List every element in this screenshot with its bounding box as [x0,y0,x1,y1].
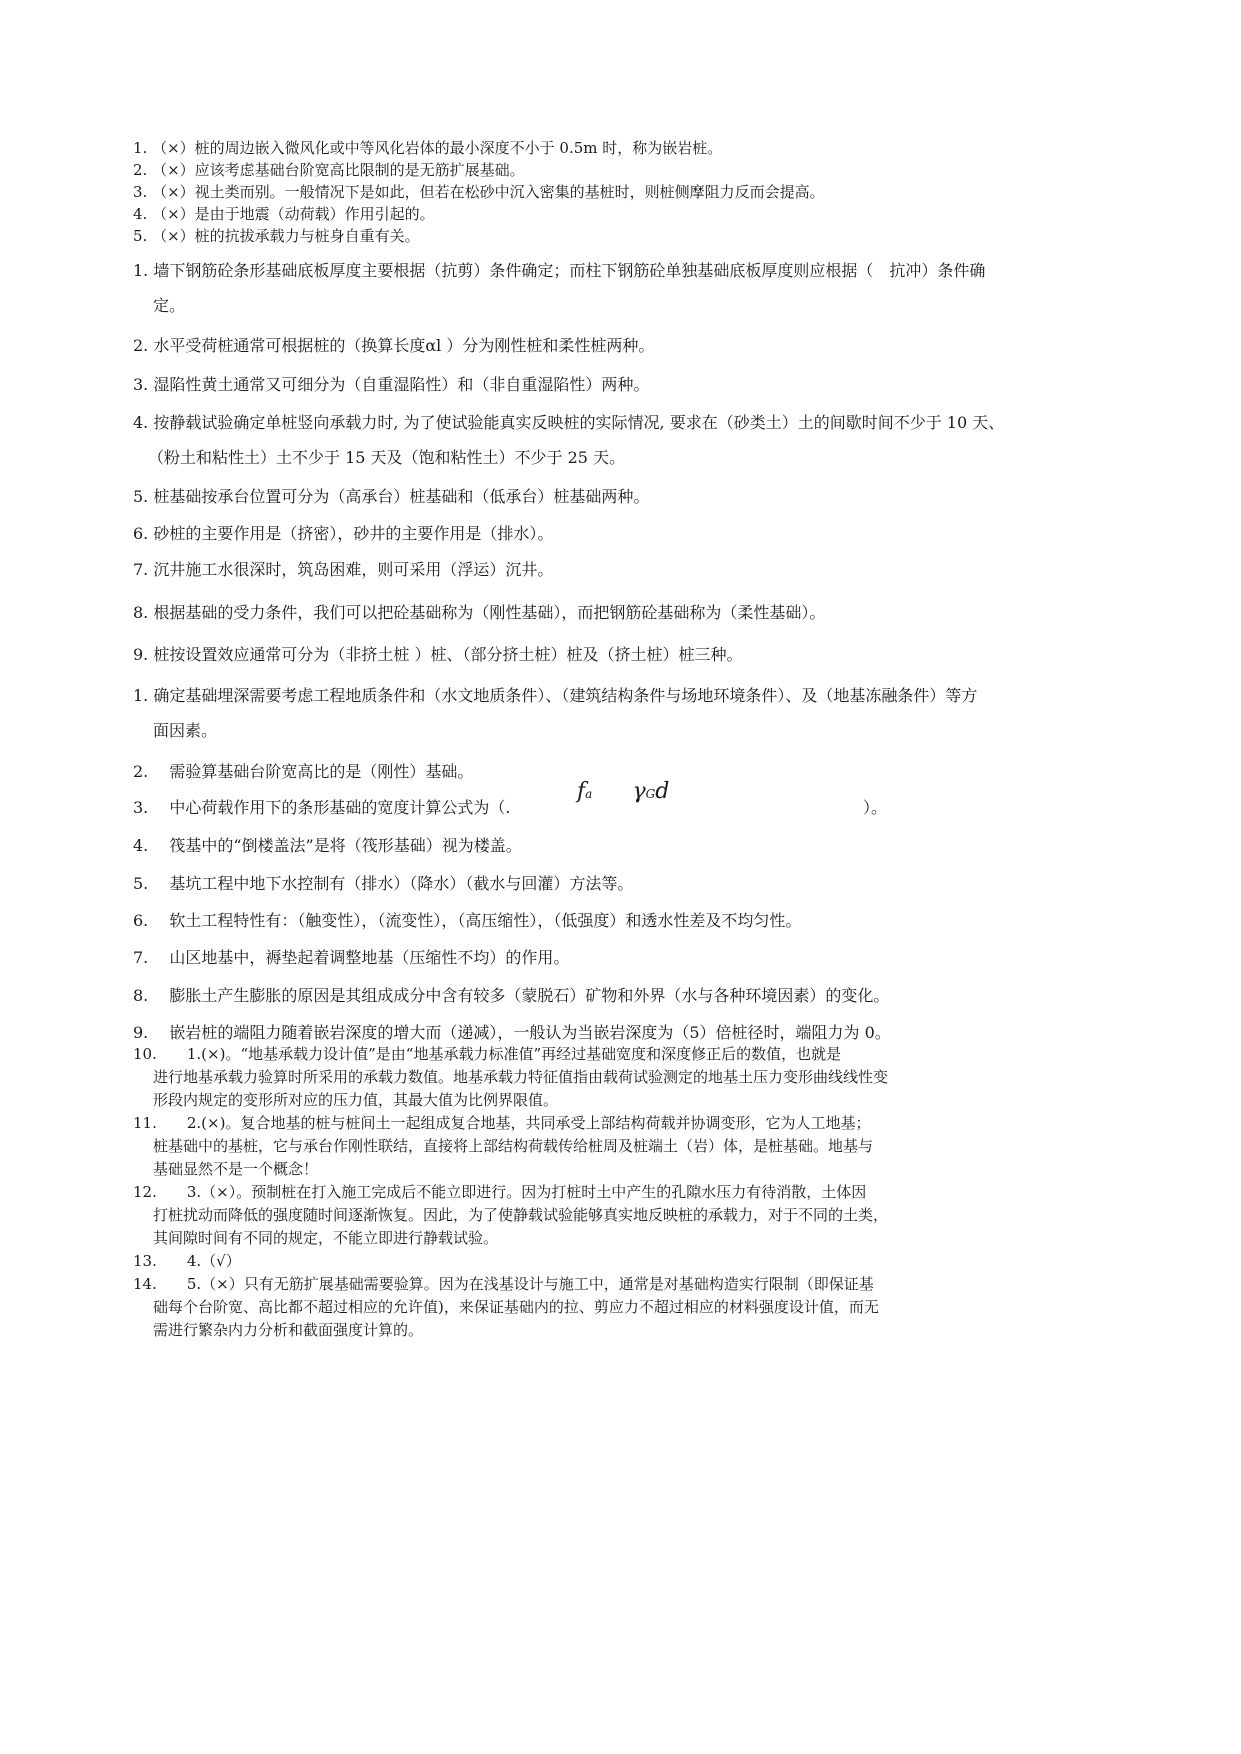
judgement-line-5: 5. （×）桩的抗拔承载力与桩身自重有关。 [133,227,420,245]
fill-blank-b-line-1-cont: 面因素。 [153,721,218,740]
fill-blank-b-line-1: 1. 确定基础埋深需要考虑工程地质条件和（水文地质条件）、（建筑结构条件与场地环境条件）、及（地基冻融条件）等方 [133,686,978,705]
answer-line-10-cont-1: 进行地基承载力验算时所采用的承载力数值。地基承载力特征值指由载荷试验测定的地基土压力变形曲线线性变 [153,1068,889,1086]
fill-blank-line-6: 6. 砂桩的主要作用是（挤密），砂井的主要作用是（排水）。 [133,524,554,543]
fill-blank-b-line-3: 3. 中心荷载作用下的条形基础的宽度计算公式为（. [133,798,511,817]
judgement-line-1: 1. （×）桩的周边嵌入微风化或中等风化岩体的最小深度不小于 0.5m 时，称为嵌岩桩。 [133,139,723,157]
fill-blank-b-line-2: 2. 需验算基础台阶宽高比的是（刚性）基础。 [133,762,474,781]
fill-blank-line-4: 4. 按静载试验确定单桩竖向承载力时, 为了使试验能真实反映桩的实际情况, 要求在（砂类土）土的间歇时间不少于 10 天、 [133,413,1005,432]
fill-blank-b-line-9: 9. 嵌岩桩的端阻力随着嵌岩深度的增大而（递减），一般认为当嵌岩深度为（5）倍桩径时，端阻力为 0。 [133,1023,891,1042]
fill-blank-b-line-5: 5. 基坑工程中地下水控制有（排水）（降水）（截水与回灌）方法等。 [133,874,634,893]
width-formula [577,779,669,804]
fill-blank-line-1: 1. 墙下钢筋砼条形基础底板厚度主要根据（抗剪）条件确定；而柱下钢筋砼单独基础底板厚度则应根据（ 抗冲）条件确 [133,261,986,280]
fill-blank-line-2: 2. 水平受荷桩通常可根据桩的（换算长度αl ）分为刚性桩和柔性桩两种。 [133,336,655,355]
answer-line-11: 11. 2.(×)。复合地基的桩与桩间土一起组成复合地基，共同承受上部结构荷载并协调变形，它为人工地基； [133,1114,871,1132]
answer-line-10-cont-2: 形段内规定的变形所对应的压力值，其最大值为比例界限值。 [153,1091,559,1109]
fill-blank-line-8: 8. 根据基础的受力条件，我们可以把砼基础称为（刚性基础），而把钢筋砼基础称为（柔性基础）。 [133,603,826,622]
answer-line-12: 12. 3.（×）。预制桩在打入施工完成后不能立即进行。因为打桩时土中产生的孔隙水压力有待消散，土体因 [133,1183,867,1201]
answer-line-12-cont-1: 打桩扰动而降低的强度随时间逐渐恢复。因此，为了使静载试验能够真实地反映桩的承载力，对于不同的土类， [153,1206,889,1224]
answer-line-14-cont-2: 需进行繁杂内力分析和截面强度计算的。 [153,1321,424,1339]
judgement-line-3: 3. （×）视土类而别。一般情况下是如此，但若在松砂中沉入密集的基桩时，则桩侧摩阻力反而会提高。 [133,183,825,201]
fill-blank-b-line-4: 4. 筏基中的“倒楼盖法”是将（筏形基础）视为楼盖。 [133,836,522,855]
answer-line-10: 10. 1.(×)。“地基承载力设计值”是由“地基承载力标准值”再经过基础宽度和深度修正后的数值，也就是 [133,1045,842,1063]
fill-blank-line-1-cont: 定。 [153,296,186,315]
answer-line-11-cont-1: 桩基础中的基桩，它与承台作刚性联结，直接将上部结构荷载传给桩周及桩端土（岩）体，是桩基础。地基与 [153,1137,874,1155]
answer-line-14-cont-1: 础每个台阶宽、高比都不超过相应的允许值)，来保证基础内的拉、剪应力不超过相应的材料强度设计值，而无 [153,1298,879,1316]
judgement-line-4: 4. （×）是由于地震（动荷载）作用引起的。 [133,205,435,223]
judgement-line-2: 2. （×）应该考虑基础台阶宽高比限制的是无筋扩展基础。 [133,161,525,179]
fill-blank-line-7: 7. 沉井施工水很深时，筑岛困难，则可采用（浮运）沉井。 [133,560,554,579]
fill-blank-line-3: 3. 湿陷性黄土通常又可细分为（自重湿陷性）和（非自重湿陷性）两种。 [133,375,650,394]
answer-line-13: 13. 4.（√） [133,1252,241,1270]
answer-line-12-cont-2: 其间隙时间有不同的规定，不能立即进行静载试验。 [153,1229,499,1247]
fill-blank-b-line-7: 7. 山区地基中，褥垫起着调整地基（压缩性不均）的作用。 [133,948,570,967]
fill-blank-line-9: 9. 桩按设置效应通常可分为（非挤土桩 ）桩、（部分挤土桩）桩及（挤土桩）桩三种。 [133,645,743,664]
fill-blank-b-line-8: 8. 膨胀土产生膨胀的原因是其组成成分中含有较多（蒙脱石）矿物和外界（水与各种环境因素）的变化。 [133,986,890,1005]
fill-blank-line-4-cont: （粉土和粘性土）土不少于 15 天及（饱和粘性土）不少于 25 天。 [148,448,626,467]
fill-blank-b-line-6: 6. 软土工程特性有：（触变性），（流变性），（高压缩性），（低强度）和透水性差及不均匀性。 [133,911,802,930]
formula-gamma-d: γGd [632,779,670,804]
fill-blank-b-line-3-end: ）。 [863,798,888,817]
formula-fa: fa [577,779,593,804]
fill-blank-line-5: 5. 桩基础按承台位置可分为（高承台）桩基础和（低承台）桩基础两种。 [133,487,650,506]
answer-line-14: 14. 5.（×）只有无筋扩展基础需要验算。因为在浅基设计与施工中，通常是对基础构造实行限制（即保证基 [133,1275,874,1293]
answer-line-11-cont-2: 基础显然不是一个概念！ [153,1160,319,1178]
